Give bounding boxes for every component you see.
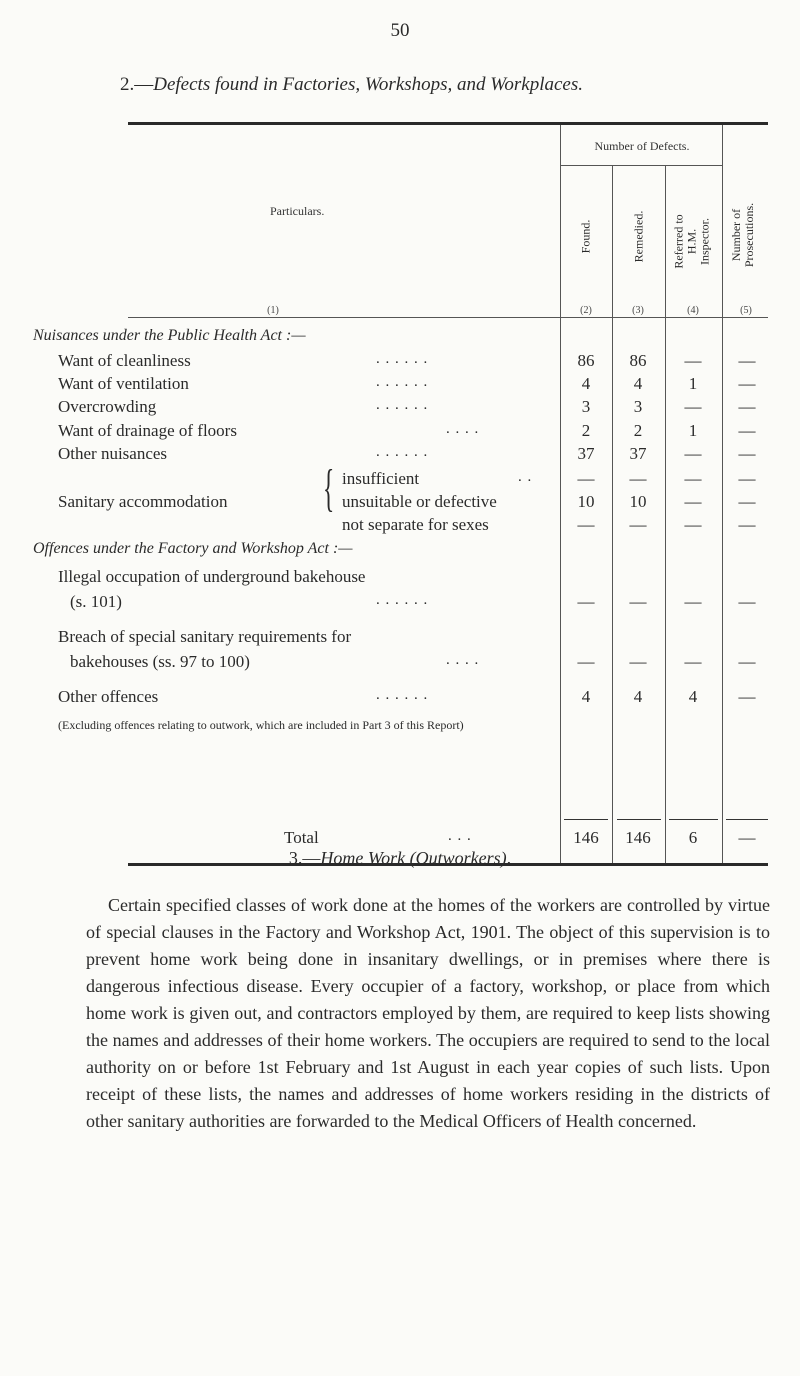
row-label: Want of ventilation <box>58 374 189 393</box>
cell-referred: — <box>684 492 702 511</box>
cell-found: — <box>577 652 595 671</box>
section-number: 2.— <box>120 74 154 95</box>
header-found: Found. <box>578 219 593 254</box>
col-number-4: (4) <box>687 305 699 316</box>
row-label: unsuitable or defective <box>342 492 497 511</box>
cell-referred: — <box>684 592 702 611</box>
row-label: Want of drainage of floors <box>58 421 237 440</box>
col-number-2: (2) <box>580 305 592 316</box>
row-label: Breach of special sanitary requirements for <box>58 627 352 646</box>
page-number: 50 <box>390 20 410 41</box>
row-dots: . . <box>518 469 533 485</box>
row-label: Want of cleanliness <box>58 351 191 370</box>
row-label: Overcrowding <box>58 397 157 416</box>
total-remedied: 146 <box>625 828 651 847</box>
cell-referred: — <box>684 469 702 488</box>
defects-group-rule <box>560 165 722 166</box>
cell-prosecutions: — <box>738 421 756 440</box>
offences-heading: Offences under the Factory and Workshop Act :— <box>33 540 353 557</box>
cell-referred: — <box>684 351 702 370</box>
total-referred: 6 <box>688 828 698 847</box>
cell-found: 2 <box>581 421 591 440</box>
row-label: insufficient <box>342 469 420 488</box>
col-number-3: (3) <box>632 305 644 316</box>
section-3-subtitle: (Outworkers) <box>409 848 507 868</box>
header-bottom-rule <box>128 317 768 318</box>
cell-found: 4 <box>581 687 591 706</box>
cell-referred: 4 <box>688 687 698 706</box>
total-found: 146 <box>573 828 599 847</box>
row-dots: . . . . . . <box>376 687 429 703</box>
total-rule-referred <box>669 819 718 820</box>
cell-remedied: — <box>629 515 647 534</box>
cell-found: 10 <box>577 492 595 511</box>
cell-remedied: — <box>629 592 647 611</box>
cell-found: — <box>577 515 595 534</box>
cell-remedied: — <box>629 652 647 671</box>
cell-remedied: 4 <box>633 374 643 393</box>
brace: { <box>323 460 335 517</box>
excluding-note: (Excluding offences relating to outwork, which are included in Part 3 of this Report) <box>58 718 464 732</box>
row-label: Illegal occupation of underground bakehouse <box>58 567 366 586</box>
cell-remedied: 10 <box>629 492 647 511</box>
cell-remedied: 86 <box>629 351 647 370</box>
total-rule-found <box>564 819 608 820</box>
header-remedied: Remedied. <box>631 210 646 263</box>
cell-referred: — <box>684 652 702 671</box>
cell-remedied: 4 <box>633 687 643 706</box>
row-dots: . . . . . . <box>376 592 429 608</box>
row-dots: . . . . <box>446 652 480 668</box>
table-top-rule <box>128 122 768 125</box>
header-number-of-defects: Number of Defects. <box>594 139 690 153</box>
col-number-5: (5) <box>740 305 752 316</box>
col-number-1: (1) <box>267 305 279 316</box>
section-3-title: Home Work <box>320 848 406 868</box>
cell-found: — <box>577 469 595 488</box>
row-dots: . . . . . . <box>376 444 429 460</box>
header-referred: Referred to H.M. Inspector. <box>671 214 712 269</box>
cell-found: 4 <box>581 374 591 393</box>
section-3-heading: 3.—Home Work (Outworkers). <box>288 848 512 868</box>
cell-prosecutions: — <box>738 592 756 611</box>
total-label: Total <box>284 828 319 847</box>
nuisances-heading: Nuisances under the Public Health Act :— <box>33 327 306 344</box>
cell-remedied: — <box>629 469 647 488</box>
total-dots: . . . <box>448 828 472 844</box>
col-divider-2 <box>612 165 613 863</box>
cell-prosecutions: — <box>738 397 756 416</box>
row-label-continued: (s. 101) <box>70 592 122 611</box>
cell-referred: 1 <box>688 374 698 393</box>
cell-remedied: 3 <box>633 397 643 416</box>
cell-found: 37 <box>577 444 595 463</box>
row-dots: . . . . . . <box>376 374 429 390</box>
cell-prosecutions: — <box>738 652 756 671</box>
cell-remedied: 37 <box>629 444 647 463</box>
sanitary-accommodation-label: Sanitary accommodation <box>58 492 228 511</box>
cell-prosecutions: — <box>738 374 756 393</box>
row-dots: . . . . . . <box>376 397 429 413</box>
cell-found: 3 <box>581 397 591 416</box>
section-3-number: 3.— <box>288 848 321 868</box>
cell-referred: — <box>684 397 702 416</box>
defects-table <box>33 122 768 867</box>
home-work-paragraph: Certain specified classes of work done at the homes of the workers are controlled by virtue of special clauses in the Factory and Workshop Act, 1901. The object of this supervision is to prevent home work being done in insanitary dwellings, or in premises where there is dangerous infectious disease. Every occupier of a factory, workshop, or place from which home work is given out, and contractors employed by them, are required to keep lists showing the names and addresses of their home workers. The occupiers are required to send to the local authority on or before 1st February and 1st August in each year copies of such lists. Upon receipt of these lists, the names and addresses of home workers residing in the districts of other sanitary authorities are forwarded to the Medical Officers of Health concerned. <box>86 895 770 1131</box>
cell-referred: 1 <box>688 421 698 440</box>
cell-prosecutions: — <box>738 444 756 463</box>
section-title <box>120 74 720 96</box>
total-rule-remedied <box>617 819 661 820</box>
cell-referred: — <box>684 515 702 534</box>
cell-prosecutions: — <box>738 351 756 370</box>
row-label: Other offences <box>58 687 159 706</box>
cell-prosecutions: — <box>738 492 756 511</box>
total-prosecutions: — <box>738 828 756 847</box>
cell-referred: — <box>684 444 702 463</box>
cell-prosecutions: — <box>738 515 756 534</box>
cell-remedied: 2 <box>633 421 643 440</box>
cell-found: — <box>577 592 595 611</box>
cell-prosecutions: — <box>738 469 756 488</box>
row-label: not separate for sexes <box>342 515 489 534</box>
row-label-continued: bakehouses (ss. 97 to 100) <box>70 652 250 671</box>
row-label: Other nuisances <box>58 444 168 463</box>
cell-found: 86 <box>577 351 595 370</box>
cell-prosecutions: — <box>738 687 756 706</box>
header-particulars: Particulars. <box>270 204 325 218</box>
section-heading: Defects found in Factories, Workshops, and Workplaces. <box>153 74 583 95</box>
total-rule-prosecutions <box>726 819 768 820</box>
row-dots: . . . . . . <box>376 351 429 367</box>
row-dots: . . . . <box>446 421 480 437</box>
header-prosecutions: Number of Prosecutions. <box>729 202 756 268</box>
col-divider-3 <box>665 165 666 863</box>
